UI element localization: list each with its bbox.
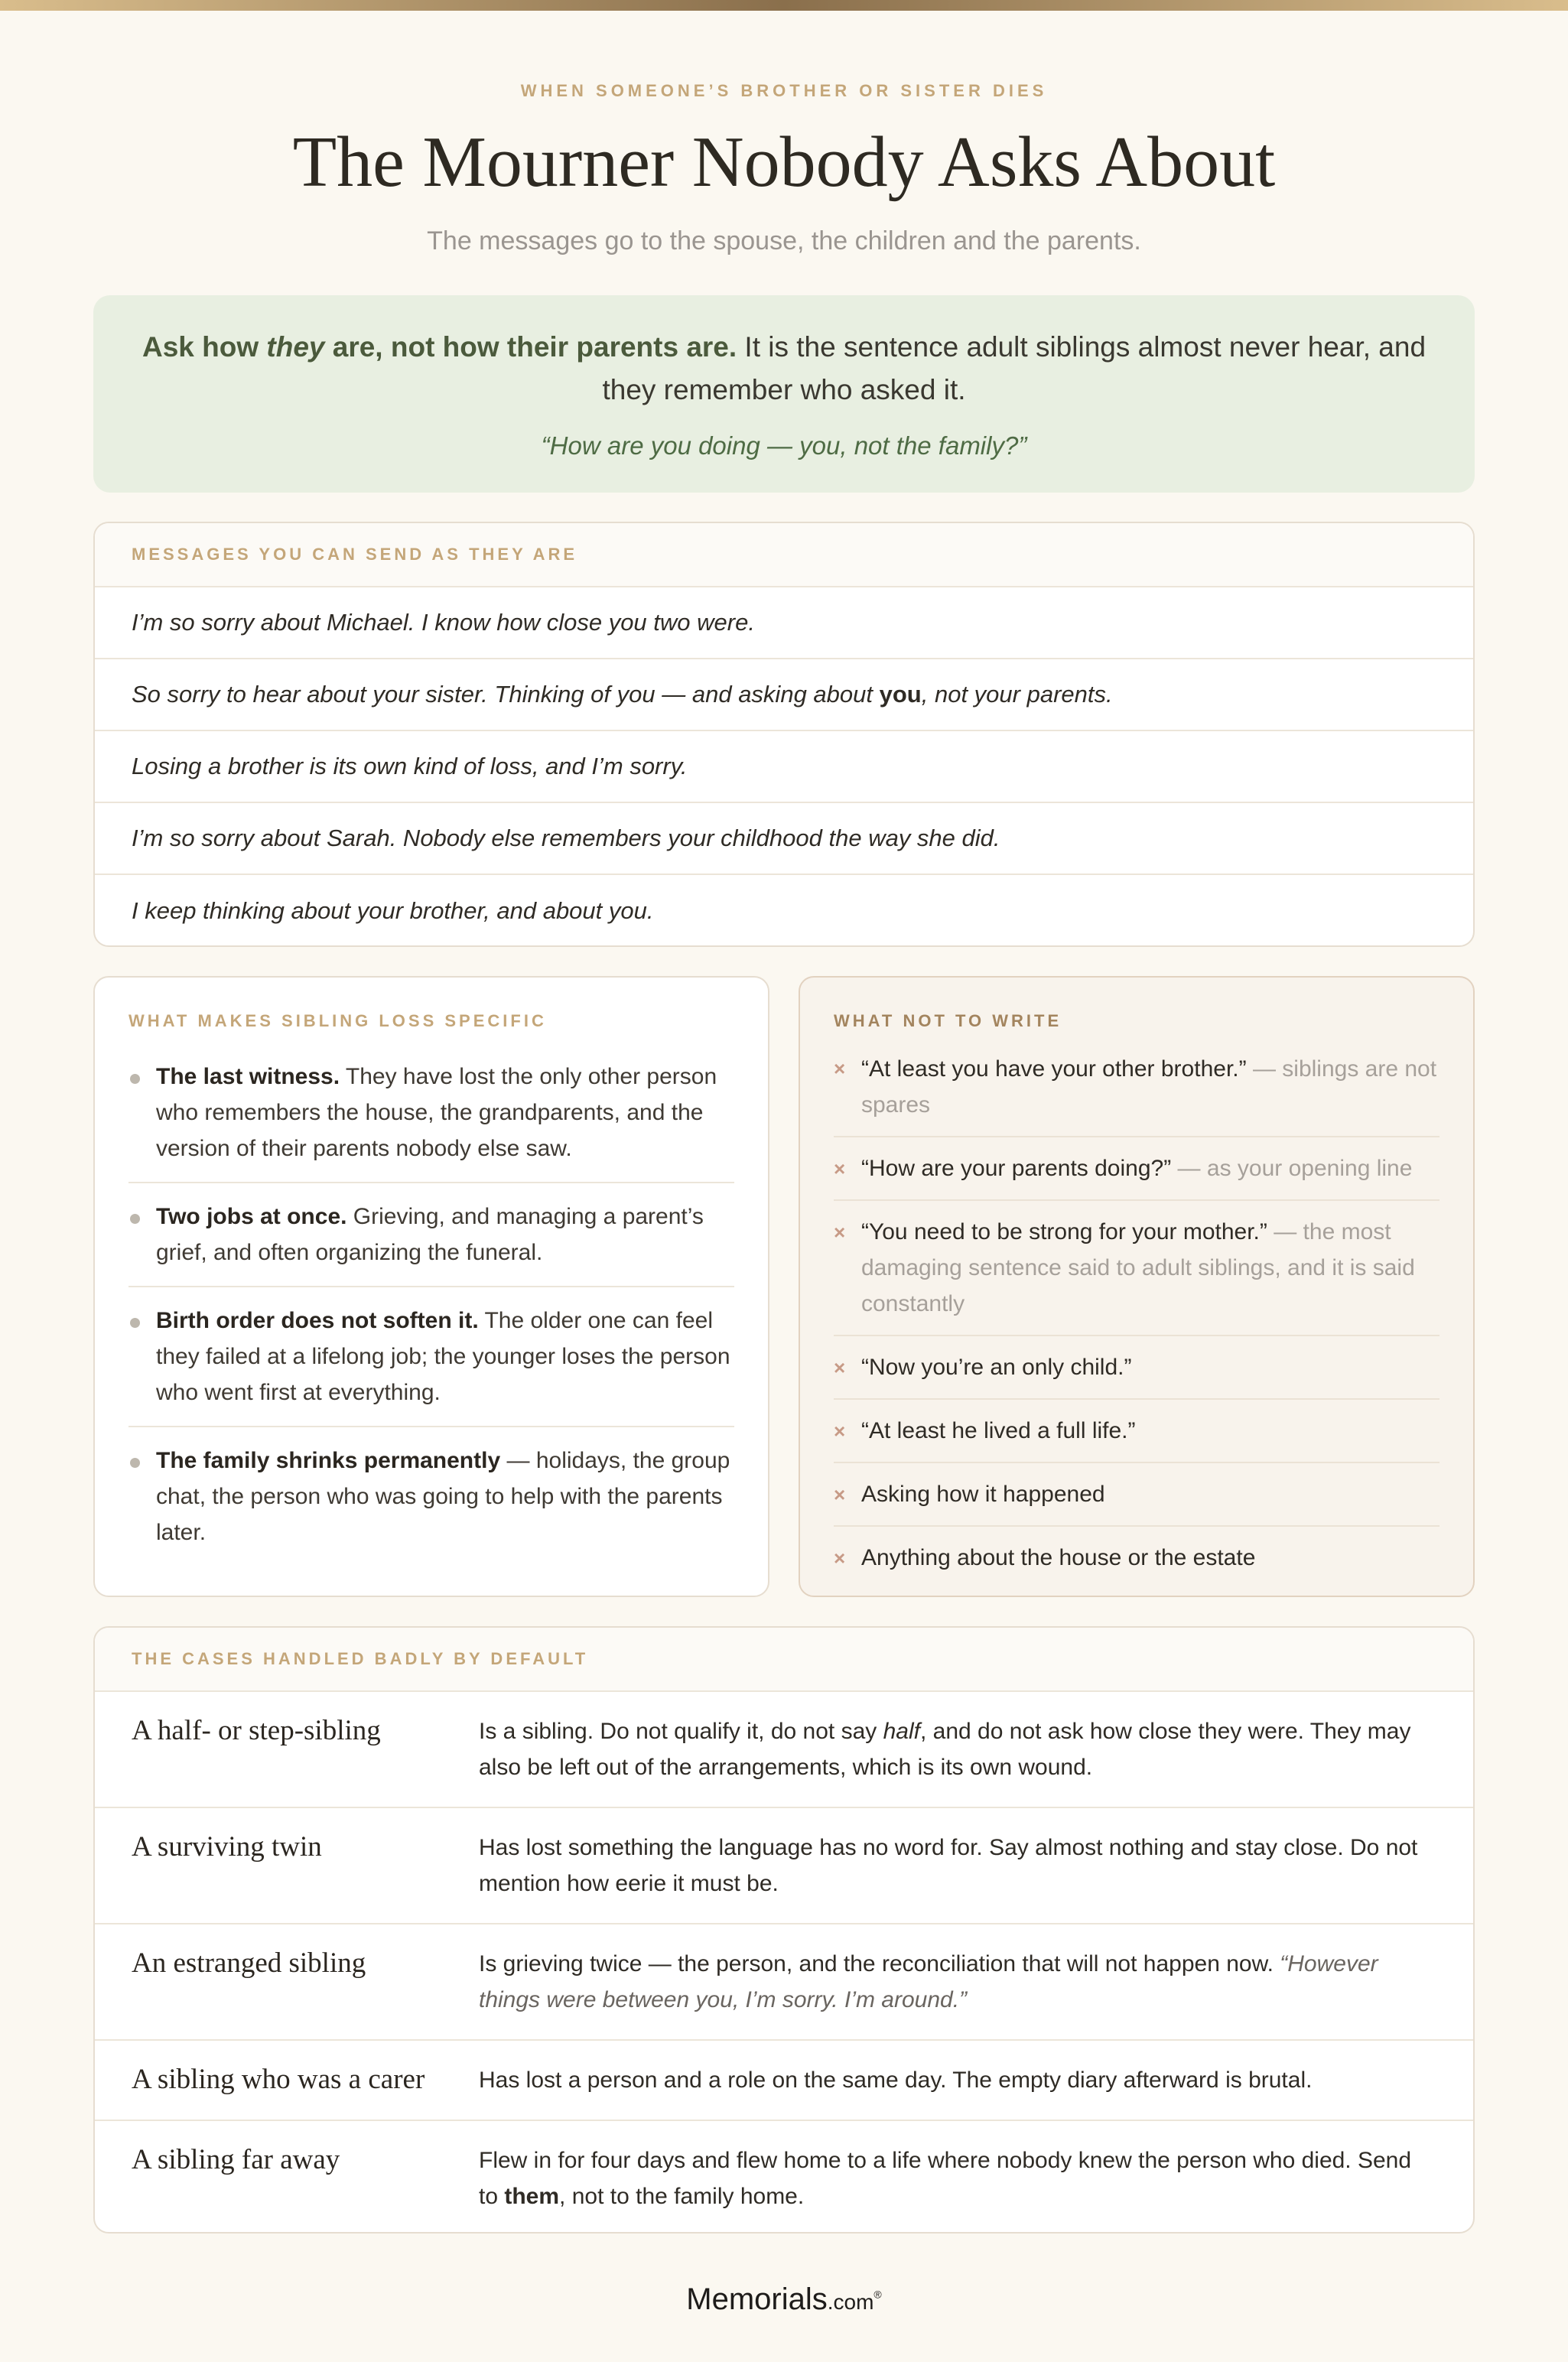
specific-item-title: The family shrinks permanently (156, 1448, 501, 1473)
specific-item (128, 1287, 734, 1427)
dont-item-text: “At least he lived a full life.” (861, 1418, 1136, 1443)
case-row (95, 1924, 1473, 2041)
specific-item (128, 1427, 734, 1566)
dont-item (834, 1137, 1440, 1201)
case-text (479, 2142, 1436, 2214)
dont-item (834, 1051, 1440, 1137)
dont-heading: WHAT NOT TO WRITE (834, 1011, 1062, 1030)
message-text: I’m so sorry about Michael. I know how close you two were. (132, 609, 755, 636)
key-advice-lead (142, 331, 737, 363)
bullet-dot-icon (130, 1074, 140, 1084)
cases-card (93, 1626, 1475, 2233)
dont-item-text: “At least you have your other brother.” (861, 1056, 1247, 1082)
key-advice-lead-1: Ask how (142, 331, 267, 363)
dont-item-text: Asking how it happened (861, 1482, 1105, 1507)
case-label: An estranged sibling (132, 1947, 366, 1979)
x-mark-icon: × (834, 1547, 846, 1570)
messages-heading: MESSAGES YOU CAN SEND AS THEY ARE (95, 523, 1473, 587)
case-row (95, 1808, 1473, 1924)
logo-registered-mark: ® (873, 2288, 882, 2301)
specific-item-text: The older one can feel they failed at a lifelong job; the younger loses the person who went first at everything. (156, 1308, 730, 1405)
logo-name: Memorials (686, 2282, 828, 2316)
dont-item-text: Anything about the house or the estate (861, 1545, 1256, 1570)
message-item (95, 803, 1473, 875)
message-text: I keep thinking about your brother, and about you. (132, 897, 654, 924)
memorials-logo[interactable] (0, 2282, 1568, 2317)
dont-item (834, 1201, 1440, 1336)
case-text-part: , and do not ask how close they were. They may also be left out of the arrangements, which is its own wound. (479, 1719, 1411, 1780)
page-subtitle: The messages go to the spouse, the children and the parents. (427, 226, 1141, 255)
dont-item-text: “You need to be strong for your mother.” (861, 1219, 1267, 1244)
x-mark-icon: × (834, 1420, 846, 1443)
x-mark-icon: × (834, 1057, 846, 1080)
dont-item-note: — as your opening line (1171, 1156, 1413, 1181)
dont-item-text: “How are your parents doing?” (861, 1156, 1172, 1181)
specific-item-text: They have lost the only other person who remembers the house, the grandparents, and the version of their parents nobody else saw. (156, 1064, 717, 1161)
specific-item (128, 1059, 734, 1183)
case-row (95, 2041, 1473, 2121)
key-advice-text (139, 326, 1429, 412)
x-mark-icon: × (834, 1356, 846, 1379)
page-title: The Mourner Nobody Asks About (292, 122, 1276, 202)
cases-heading: THE CASES HANDLED BADLY BY DEFAULT (95, 1628, 1473, 1692)
message-text: I’m so sorry about Sarah. Nobody else remembers your childhood the way she did. (132, 825, 1000, 851)
key-advice-lead-2: are, not how their parents are. (324, 331, 737, 363)
message-item (95, 731, 1473, 803)
case-label: A half- or step-sibling (132, 1715, 381, 1746)
message-item (95, 587, 1473, 659)
case-text: Has lost a person and a role on the same day. The empty diary afterward is brutal. (479, 2068, 1313, 2093)
x-mark-icon: × (834, 1157, 846, 1180)
case-text: Has lost something the language has no word for. Say almost nothing and stay close. Do not mention how eerie it must be. (479, 1835, 1418, 1896)
case-label: A sibling far away (132, 2144, 340, 2175)
key-advice-emphasis: they (266, 331, 325, 363)
message-item (95, 875, 1473, 947)
case-text-bold: them (504, 2184, 560, 2209)
specific-item-text: — holidays, the group chat, the person who was going to help with the parents later. (156, 1448, 730, 1545)
specific-item-title: Two jobs at once. (156, 1204, 347, 1229)
x-mark-icon: × (834, 1221, 846, 1244)
case-text-em: half (883, 1719, 920, 1744)
messages-card (93, 522, 1475, 947)
logo-suffix: .com (827, 2290, 874, 2314)
case-row (95, 1692, 1473, 1808)
message-text-part: So sorry to hear about your sister. Thinking of you — and asking about (132, 681, 880, 708)
bullet-dot-icon (130, 1318, 140, 1328)
message-text-bold: you (879, 681, 922, 708)
case-text-quote: “However things were between you, I’m sorry. I’m around.” (479, 1951, 1378, 2012)
key-advice-callout (93, 295, 1475, 493)
case-text-part: Flew in for four days and flew home to a life where nobody knew the person who died. Send to (479, 2148, 1412, 2209)
case-row (95, 2121, 1473, 2233)
specific-heading: WHAT MAKES SIBLING LOSS SPECIFIC (128, 1011, 547, 1030)
case-text-part: Is grieving twice — the person, and the reconciliation that will not happen now. (479, 1951, 1280, 1976)
case-text (479, 1713, 1436, 1785)
bullet-dot-icon (130, 1214, 140, 1224)
dont-item (834, 1336, 1440, 1400)
case-text-part: , not to the family home. (559, 2184, 805, 2209)
bullet-dot-icon (130, 1458, 140, 1468)
case-text (479, 1946, 1436, 2018)
key-advice-quote: “How are you doing — you, not the family?” (541, 431, 1027, 460)
message-text: Losing a brother is its own kind of loss, and I’m sorry. (132, 753, 688, 779)
case-text-part: Is a sibling. Do not qualify it, do not say (479, 1719, 883, 1744)
specific-item-title: Birth order does not soften it. (156, 1308, 479, 1333)
x-mark-icon: × (834, 1483, 846, 1506)
specific-item (128, 1183, 734, 1287)
dont-item-text: “Now you’re an only child.” (861, 1355, 1132, 1380)
dont-item-note: — siblings are not spares (861, 1056, 1437, 1118)
message-item (95, 659, 1473, 731)
dont-item (834, 1527, 1440, 1589)
message-text-part: , not your parents. (921, 681, 1113, 708)
eyebrow-label: WHEN SOMEONE’S BROTHER OR SISTER DIES (520, 81, 1048, 100)
dont-item (834, 1463, 1440, 1527)
case-label: A sibling who was a carer (132, 2064, 425, 2095)
dont-item-note: — the most damaging sentence said to adult siblings, and it is said constantly (861, 1219, 1415, 1316)
dont-item (834, 1400, 1440, 1463)
dont-card (799, 976, 1475, 1597)
message-text (132, 681, 1113, 708)
specific-card (93, 976, 769, 1597)
top-accent-bar (0, 0, 1568, 11)
key-advice-rest: It is the sentence adult siblings almost never hear, and they remember who asked it. (602, 331, 1426, 405)
specific-item-title: The last witness. (156, 1064, 340, 1089)
case-label: A surviving twin (132, 1831, 322, 1863)
specific-item-text: Grieving, and managing a parent’s grief, and often organizing the funeral. (156, 1204, 704, 1265)
